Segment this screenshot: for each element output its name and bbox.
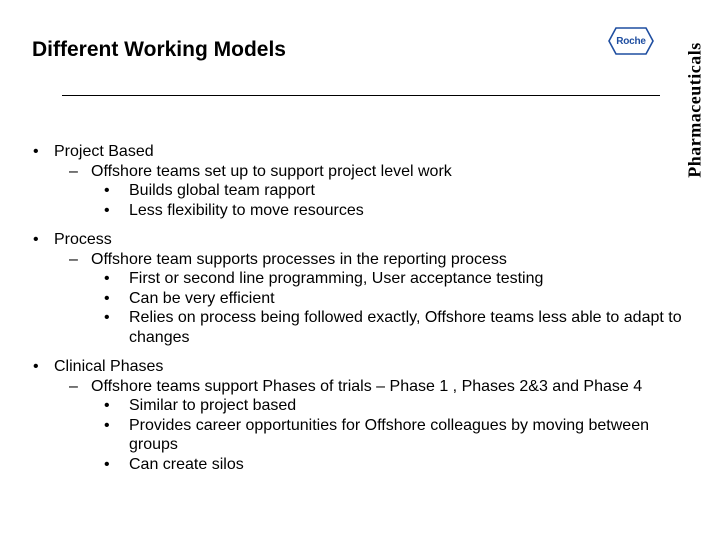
detail-point: Relies on process being followed exactly, Offshore teams less able to adapt to changes bbox=[129, 309, 682, 346]
slide-title: Different Working Models bbox=[32, 38, 286, 61]
list-item bbox=[0, 230, 700, 250]
section-heading: Clinical Phases bbox=[54, 358, 164, 375]
detail-point: Less flexibility to move resources bbox=[129, 201, 364, 219]
sub-point: Offshore teams set up to support project level work bbox=[91, 162, 452, 180]
bullet-icon: • bbox=[104, 201, 110, 219]
dash-icon: – bbox=[69, 377, 78, 395]
roche-logo bbox=[608, 27, 654, 55]
bullet-icon: • bbox=[104, 270, 110, 287]
bullet-icon: • bbox=[104, 397, 110, 414]
list-item bbox=[0, 416, 700, 455]
list-item bbox=[0, 250, 700, 270]
bullet-icon: • bbox=[33, 231, 39, 248]
detail-point: Can create silos bbox=[129, 455, 244, 473]
bullet-icon: • bbox=[33, 143, 39, 160]
list-item bbox=[0, 142, 700, 162]
dash-icon: – bbox=[69, 250, 78, 268]
bullet-list bbox=[0, 142, 700, 474]
list-item bbox=[0, 308, 700, 347]
bullet-icon: • bbox=[33, 358, 39, 375]
list-item bbox=[0, 162, 700, 182]
bullet-icon: • bbox=[104, 309, 110, 326]
list-item bbox=[0, 396, 700, 416]
list-item bbox=[0, 357, 700, 377]
section-heading: Project Based bbox=[54, 143, 154, 160]
list-item bbox=[0, 201, 700, 221]
bullet-icon: • bbox=[104, 416, 110, 434]
detail-point: Similar to project based bbox=[129, 397, 297, 414]
bullet-icon: • bbox=[104, 289, 110, 307]
sub-point: Offshore team supports processes in the reporting process bbox=[91, 250, 507, 268]
detail-point: Can be very efficient bbox=[129, 289, 275, 307]
section-heading: Process bbox=[54, 231, 112, 248]
list-item bbox=[0, 181, 700, 201]
logo-wordmark: Roche bbox=[616, 35, 646, 47]
title-divider bbox=[62, 95, 660, 96]
sub-point: Offshore teams support Phases of trials – Phase 1 , Phases 2&3 and Phase 4 bbox=[91, 377, 643, 395]
bullet-icon: • bbox=[104, 455, 110, 473]
list-item bbox=[0, 289, 700, 309]
dash-icon: – bbox=[69, 162, 78, 180]
detail-point: Provides career opportunities for Offshore colleagues by moving between groups bbox=[129, 416, 649, 453]
list-item bbox=[0, 377, 700, 397]
list-item bbox=[0, 269, 700, 289]
pharmaceuticals-label: Pharmaceuticals bbox=[684, 42, 705, 178]
detail-point: First or second line programming, User acceptance testing bbox=[129, 270, 544, 287]
list-item bbox=[0, 455, 700, 475]
detail-point: Builds global team rapport bbox=[129, 182, 315, 199]
bullet-icon: • bbox=[104, 182, 110, 199]
